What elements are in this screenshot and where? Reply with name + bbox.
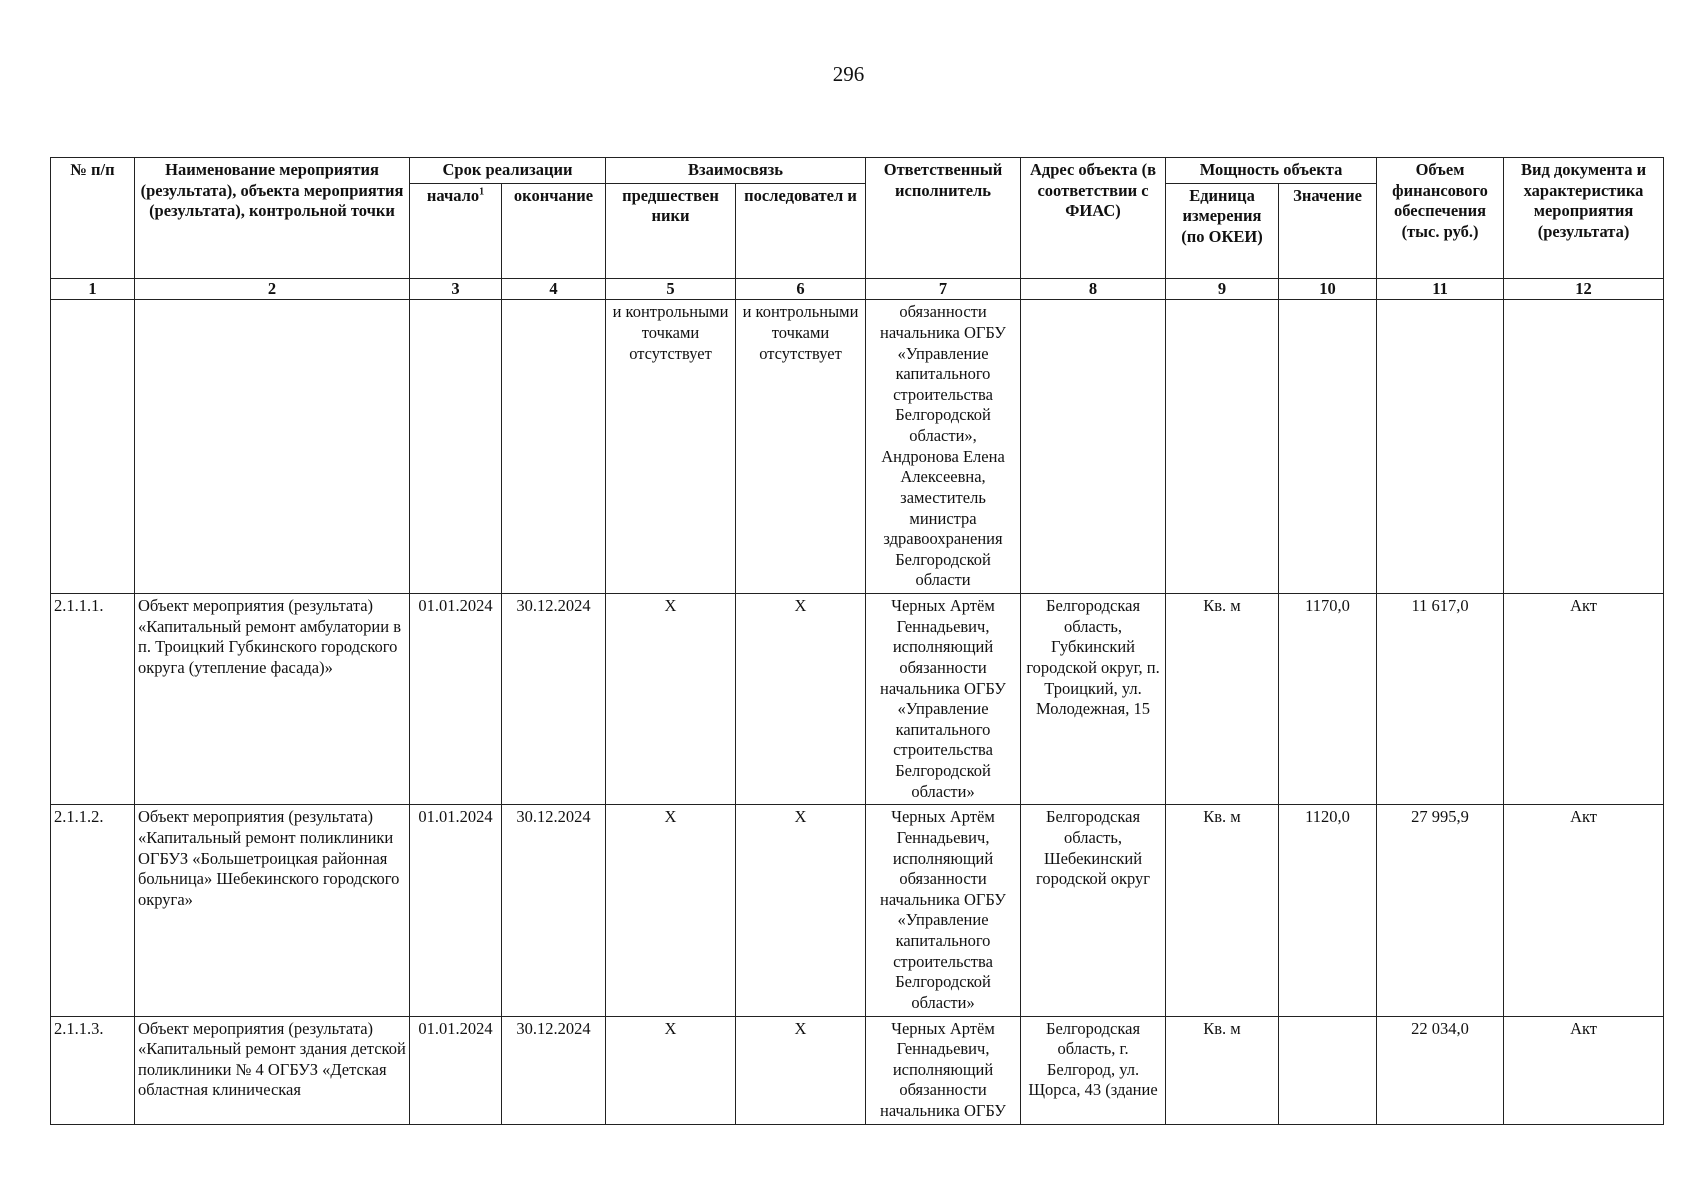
cell-end: 30.12.2024 — [502, 805, 606, 1016]
header-responsible: Ответственный исполнитель — [866, 158, 1021, 279]
header-power-group: Мощность объекта — [1166, 158, 1377, 184]
cell-num: 2.1.1.3. — [51, 1016, 135, 1124]
cell-finance: 22 034,0 — [1377, 1016, 1504, 1124]
cell-address: Белгородская область, г. Белгород, ул. Щорса, 43 (здание — [1021, 1016, 1166, 1124]
footnote-mark: 1 — [479, 186, 485, 198]
cell-address: Белгородская область, Губкинский городской округ, п. Троицкий, ул. Молодежная, 15 — [1021, 594, 1166, 805]
col-number: 5 — [606, 278, 736, 300]
cell-next: и контрольными точками отсутствует — [736, 300, 866, 594]
cell-start — [410, 300, 502, 594]
cell-value — [1279, 1016, 1377, 1124]
cell-start: 01.01.2024 — [410, 805, 502, 1016]
header-link-prev: предшествен ники — [606, 183, 736, 278]
table-row — [51, 805, 1664, 1016]
cell-address — [1021, 300, 1166, 594]
cell-end: 30.12.2024 — [502, 594, 606, 805]
header-term-start-label: начало — [426, 185, 480, 205]
cell-responsible: Черных Артём Геннадьевич, исполняющий обязанности начальника ОГБУ «Управление капитального строительства Белгородской области» — [866, 594, 1021, 805]
header-power-value: Значение — [1279, 183, 1377, 278]
col-number: 4 — [502, 278, 606, 300]
cell-num — [51, 300, 135, 594]
header-name: Наименование мероприятия (результата), объекта мероприятия (результата), контрольной точки — [135, 158, 410, 279]
header-term-start — [410, 183, 502, 278]
header-row-1 — [51, 158, 1664, 184]
cell-name: Объект мероприятия (результата) «Капитальный ремонт амбулатории в п. Троицкий Губкинского городского округа (утепление фасада)» — [135, 594, 410, 805]
table-row — [51, 594, 1664, 805]
cell-doc: Акт — [1504, 594, 1664, 805]
activities-table — [50, 157, 1664, 1125]
col-number: 8 — [1021, 278, 1166, 300]
cell-next: Х — [736, 805, 866, 1016]
cell-responsible: Черных Артём Геннадьевич, исполняющий обязанности начальника ОГБУ — [866, 1016, 1021, 1124]
col-number: 9 — [1166, 278, 1279, 300]
header-address: Адрес объекта (в соответствии с ФИАС) — [1021, 158, 1166, 279]
cell-num: 2.1.1.2. — [51, 805, 135, 1016]
header-term-group: Срок реализации — [410, 158, 606, 184]
cell-name: Объект мероприятия (результата) «Капитальный ремонт поликлиники ОГБУЗ «Большетроицкая районная больница» Шебекинского городского округа» — [135, 805, 410, 1016]
header-link-next: последовател и — [736, 183, 866, 278]
cell-prev: и контрольными точками отсутствует — [606, 300, 736, 594]
cell-value — [1279, 300, 1377, 594]
cell-name — [135, 300, 410, 594]
cell-end — [502, 300, 606, 594]
cell-address: Белгородская область, Шебекинский городской округ — [1021, 805, 1166, 1016]
header-num: № п/п — [51, 158, 135, 279]
cell-start: 01.01.2024 — [410, 1016, 502, 1124]
cell-prev: Х — [606, 805, 736, 1016]
col-number: 12 — [1504, 278, 1664, 300]
page-number: 296 — [832, 62, 865, 86]
cell-unit: Кв. м — [1166, 594, 1279, 805]
header-power-unit: Единица измерения (по ОКЕИ) — [1166, 183, 1279, 278]
header-doc-type: Вид документа и характеристика мероприятия (результата) — [1504, 158, 1664, 279]
cell-responsible: Черных Артём Геннадьевич, исполняющий обязанности начальника ОГБУ «Управление капитального строительства Белгородской области» — [866, 805, 1021, 1016]
col-number: 1 — [51, 278, 135, 300]
cell-unit — [1166, 300, 1279, 594]
header-link-group: Взаимосвязь — [606, 158, 866, 184]
cell-name: Объект мероприятия (результата) «Капитальный ремонт здания детской поликлиники № 4 ОГБУЗ «Детская областная клиническая — [135, 1016, 410, 1124]
cell-num: 2.1.1.1. — [51, 594, 135, 805]
table-row — [51, 1016, 1664, 1124]
header-term-end: окончание — [502, 183, 606, 278]
col-number: 11 — [1377, 278, 1504, 300]
col-number: 7 — [866, 278, 1021, 300]
cell-unit: Кв. м — [1166, 805, 1279, 1016]
cell-prev: Х — [606, 1016, 736, 1124]
cell-doc: Акт — [1504, 1016, 1664, 1124]
cell-value: 1170,0 — [1279, 594, 1377, 805]
header-finance: Объем финансового обеспечения (тыс. руб.) — [1377, 158, 1504, 279]
cell-start: 01.01.2024 — [410, 594, 502, 805]
cell-next: Х — [736, 1016, 866, 1124]
col-number: 3 — [410, 278, 502, 300]
column-number-row — [51, 278, 1664, 300]
cell-unit: Кв. м — [1166, 1016, 1279, 1124]
cell-responsible: обязанности начальника ОГБУ «Управление капитального строительства Белгородской области», Андронова Елена Алексеевна, заместитель министра здравоохранения Белгородской области — [866, 300, 1021, 594]
col-number: 2 — [135, 278, 410, 300]
cell-end: 30.12.2024 — [502, 1016, 606, 1124]
cell-prev: Х — [606, 594, 736, 805]
cell-finance: 27 995,9 — [1377, 805, 1504, 1016]
cell-doc — [1504, 300, 1664, 594]
cell-doc: Акт — [1504, 805, 1664, 1016]
cell-finance — [1377, 300, 1504, 594]
cell-next: Х — [736, 594, 866, 805]
table-row-continuation — [51, 300, 1664, 594]
col-number: 6 — [736, 278, 866, 300]
cell-value: 1120,0 — [1279, 805, 1377, 1016]
col-number: 10 — [1279, 278, 1377, 300]
cell-finance: 11 617,0 — [1377, 594, 1504, 805]
